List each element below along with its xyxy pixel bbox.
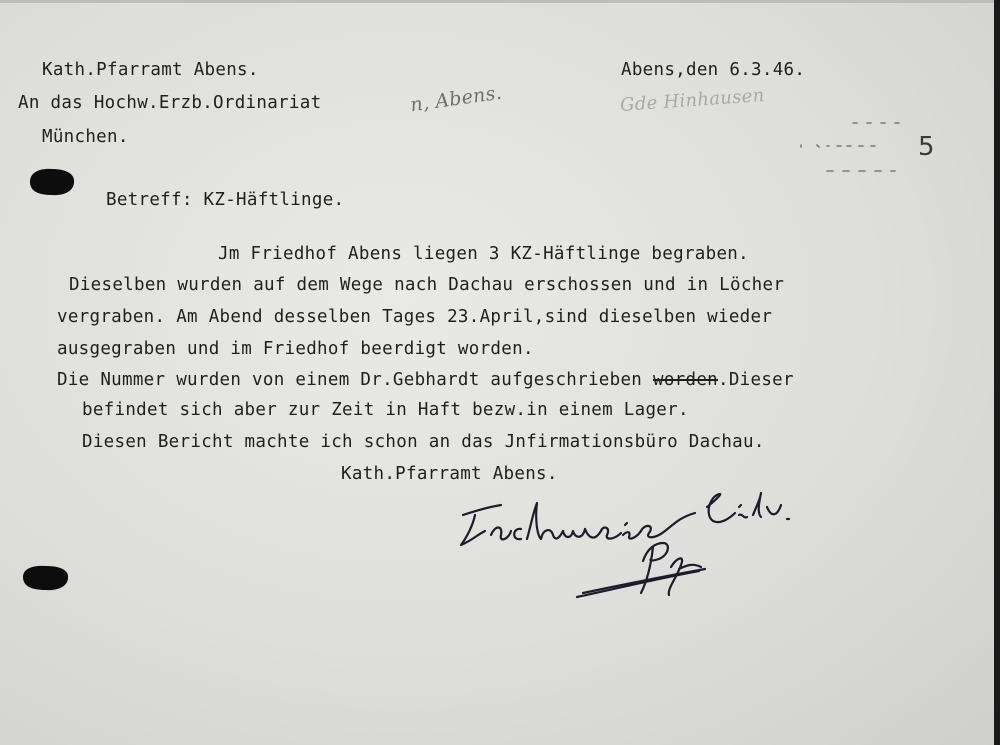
body-line-4: ausgegraben und im Friedhof beerdigt worden. bbox=[57, 339, 534, 359]
subject-line: Betreff: KZ-Häftlinge. bbox=[106, 190, 345, 210]
pencil-annotation-abens: n, Abens. bbox=[408, 81, 504, 117]
recipient-city: München. bbox=[42, 127, 129, 147]
pencil-annotation-municipality: Gde Hinhausen bbox=[619, 84, 766, 117]
place-and-date: Abens,den 6.3.46. bbox=[621, 60, 806, 80]
body-line-5-end: .Dieser bbox=[718, 370, 794, 390]
handwritten-signature bbox=[455, 485, 825, 610]
page-number: 5 bbox=[918, 132, 935, 162]
closing-parish: Kath.Pfarramt Abens. bbox=[341, 464, 558, 484]
body-line-2: Dieselben wurden auf dem Wege nach Dachau erschossen und in Löcher bbox=[69, 275, 785, 295]
body-line-1: Jm Friedhof Abens liegen 3 KZ-Häftlinge begraben. bbox=[218, 244, 749, 264]
body-line-7: Diesen Bericht machte ich schon an das Jnfirmationsbüro Dachau. bbox=[82, 432, 765, 452]
pencil-dashes bbox=[795, 115, 915, 175]
body-line-5-start: Die Nummer wurden von einem Dr.Gebhardt aufgeschrieben bbox=[57, 370, 653, 390]
body-line-6: befindet sich aber zur Zeit in Haft bezw.in einem Lager. bbox=[82, 400, 689, 420]
recipient-office: An das Hochw.Erzb.Ordinariat bbox=[18, 93, 322, 113]
punch-hole-bottom bbox=[20, 562, 72, 594]
punch-hole-top bbox=[26, 166, 78, 198]
sender-parish: Kath.Pfarramt Abens. bbox=[42, 60, 259, 80]
body-line-5 bbox=[57, 370, 794, 390]
page-edge-right bbox=[994, 0, 1000, 745]
struck-word: worden bbox=[652, 370, 718, 390]
page-edge-top bbox=[0, 0, 1000, 3]
body-line-3: vergraben. Am Abend desselben Tages 23.April,sind dieselben wieder bbox=[57, 307, 773, 327]
